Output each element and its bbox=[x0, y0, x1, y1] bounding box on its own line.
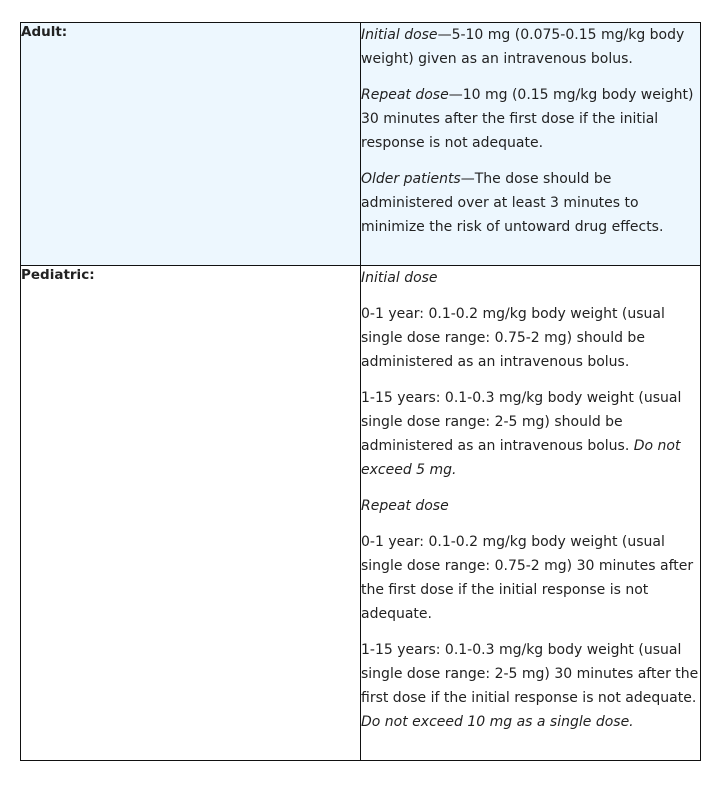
table-row-pediatric bbox=[21, 266, 701, 761]
adult-repeat-dose: Repeat dose—10 mg (0.15 mg/kg body weight) 30 minutes after the first dose if the initial response is not adequate. bbox=[361, 87, 694, 151]
adult-label: Adult: bbox=[21, 24, 68, 40]
adult-older-patients: Older patients—The dose should be administered over at least 3 minutes to minimize the risk of untoward drug effects. bbox=[361, 171, 664, 235]
adult-initial-dose: Initial dose—5-10 mg (0.075-0.15 mg/kg body weight) given as an intravenous bolus. bbox=[361, 27, 685, 67]
pediatric-initial-0-1-year: 0-1 year: 0.1-0.2 mg/kg body weight (usual single dose range: 0.75-2 mg) should be administered as an intravenous bolus. bbox=[361, 306, 665, 370]
table-row-adult bbox=[21, 23, 701, 266]
pediatric-repeat-dose-heading: Repeat dose bbox=[361, 498, 449, 514]
pediatric-label-cell bbox=[21, 266, 361, 761]
adult-label-cell bbox=[21, 23, 361, 266]
pediatric-dosage-cell bbox=[361, 266, 701, 761]
adult-dosage-cell bbox=[361, 23, 701, 266]
pediatric-repeat-1-15-years: 1-15 years: 0.1-0.3 mg/kg body weight (usual single dose range: 2-5 mg) 30 minutes after the first dose if the initial response is not adequate. Do not exceed 10 mg as a single dose. bbox=[361, 642, 699, 730]
pediatric-label: Pediatric: bbox=[21, 267, 95, 283]
pediatric-repeat-0-1-year: 0-1 year: 0.1-0.2 mg/kg body weight (usual single dose range: 0.75-2 mg) 30 minutes after the first dose if the initial response is not adequate. bbox=[361, 534, 694, 622]
pediatric-initial-dose-heading: Initial dose bbox=[361, 270, 438, 286]
dosage-table bbox=[20, 22, 701, 761]
pediatric-initial-1-15-years: 1-15 years: 0.1-0.3 mg/kg body weight (usual single dose range: 2-5 mg) should be administered as an intravenous bolus. Do not exceed 5 mg. bbox=[361, 390, 682, 478]
